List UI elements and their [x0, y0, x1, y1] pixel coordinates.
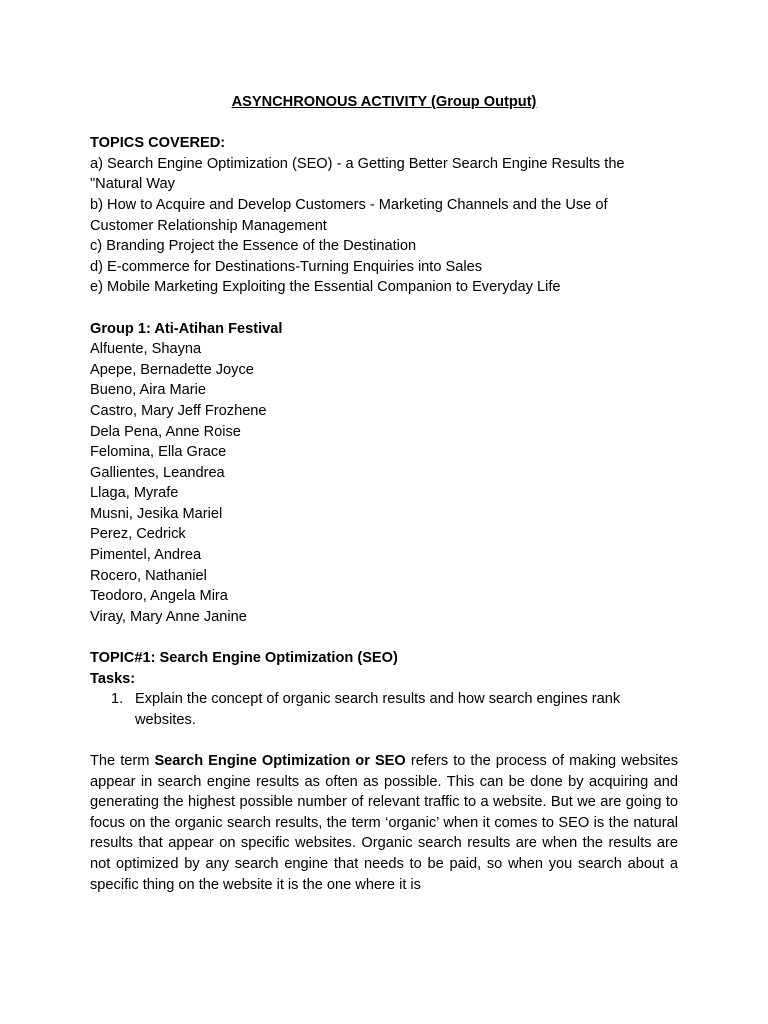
member-name: Alfuente, Shayna: [90, 341, 202, 358]
member-name: Teodoro, Angela Mira: [90, 588, 228, 605]
group-heading: Group 1: Ati-Atihan Festival: [90, 320, 283, 337]
task-text-continued: websites.: [135, 711, 196, 728]
document-content: [90, 92, 678, 895]
topic-line: a) Search Engine Optimization (SEO) - a Getting Better Search Engine Results the: [90, 155, 625, 172]
topic-line: d) E-commerce for Destinations-Turning Enquiries into Sales: [90, 258, 483, 275]
member-name: Musni, Jesika Mariel: [90, 505, 223, 522]
topic-line: Customer Relationship Management: [90, 217, 327, 234]
member-name: Dela Pena, Anne Roise: [90, 423, 241, 440]
body-paragraph: [90, 751, 678, 895]
task-item: [90, 689, 678, 730]
member-name: Castro, Mary Jeff Frozhene: [90, 402, 267, 419]
seo-term: Search Engine Optimization or SEO: [154, 753, 406, 769]
task-list: [90, 689, 678, 730]
topic-line: c) Branding Project the Essence of the Destination: [90, 238, 417, 255]
member-name: Pimentel, Andrea: [90, 547, 202, 564]
member-name: Perez, Cedrick: [90, 526, 186, 543]
topics-heading: TOPICS COVERED:: [90, 135, 226, 152]
member-name: Bueno, Aira Marie: [90, 382, 207, 399]
member-name: Apepe, Bernadette Joyce: [90, 361, 254, 378]
member-name: Viray, Mary Anne Janine: [90, 608, 247, 625]
member-name: Gallientes, Leandrea: [90, 464, 225, 481]
spacer: [90, 627, 678, 648]
paragraph-body: refers to the process of making websites appear in search engine results as often as possible. This can be done by acquiring and generating the highest possible number of relevant traffic to a website. But we are going to focus on the organic search results, the term ‘organic’ when it comes to SEO is the natural results that appear on specific websites. Organic search results are when the results are not optimized by any search engine that needs to be paid, so when you search about a specific thing on the website it is the one where it is: [90, 753, 679, 893]
document-title: ASYNCHRONOUS ACTIVITY (Group Output): [231, 94, 537, 110]
task-text: Explain the concept of organic search results and how search engines rank: [135, 691, 621, 708]
spacer: [90, 298, 678, 319]
spacer: [90, 730, 678, 751]
topic1-heading: TOPIC#1: Search Engine Optimization (SEO): [90, 650, 398, 667]
topic-line: b) How to Acquire and Develop Customers - Marketing Channels and the Use of: [90, 196, 608, 213]
topic-line: e) Mobile Marketing Exploiting the Essential Companion to Everyday Life: [90, 279, 561, 296]
task-number: 1.: [111, 691, 124, 708]
spacer: [90, 113, 678, 134]
tasks-heading: Tasks:: [90, 670, 136, 687]
paragraph-intro: The term: [90, 753, 155, 769]
member-name: Llaga, Myrafe: [90, 485, 179, 502]
topic-line: "Natural Way: [90, 176, 175, 193]
member-name: Felomina, Ella Grace: [90, 444, 227, 461]
member-name: Rocero, Nathaniel: [90, 567, 207, 584]
